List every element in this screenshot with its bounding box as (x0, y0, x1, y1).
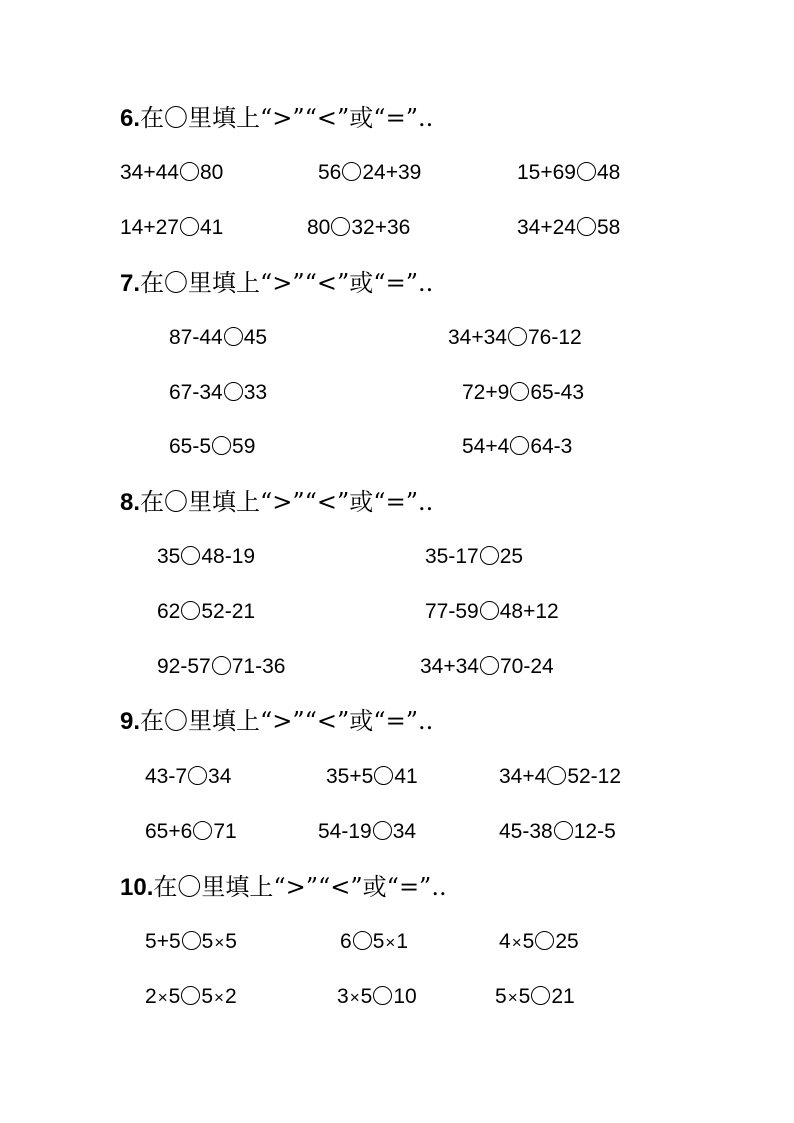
problem (462, 380, 584, 406)
problem (462, 434, 572, 460)
left-operand: 34+34 (420, 655, 479, 678)
left-factor: 5 (360, 985, 373, 1008)
answer-circle[interactable] (531, 986, 550, 1005)
multiply-sign: × (214, 933, 225, 952)
right-operand: 71-36 (231, 655, 286, 678)
right-operand: 71 (213, 820, 237, 843)
answer-circle[interactable] (510, 382, 529, 401)
right-operand: 34 (208, 765, 232, 788)
right-operand: 24+39 (362, 161, 422, 184)
right-operand: 58 (596, 216, 621, 239)
left-factor: 5 (168, 985, 181, 1008)
right-operand: 45 (243, 326, 268, 349)
right-factor: 5 (201, 985, 213, 1008)
answer-circle[interactable] (342, 162, 361, 181)
problem (145, 764, 231, 790)
right-operand: 25 (499, 545, 524, 568)
answer-circle[interactable] (193, 821, 212, 840)
answer-circle[interactable] (535, 931, 554, 950)
problem (157, 544, 255, 570)
right-operand: 59 (232, 435, 256, 458)
left-operand: 45-38 (499, 820, 553, 843)
problem (169, 380, 267, 406)
left-operand: 5+5 (145, 930, 181, 953)
problem (340, 929, 408, 955)
left-operand: 54-19 (318, 820, 372, 843)
right-operand: 48+12 (499, 600, 559, 623)
problem (499, 929, 579, 955)
problem (337, 984, 417, 1010)
left-operand: 67-34 (169, 381, 223, 404)
answer-circle[interactable] (212, 656, 231, 675)
section-instruction: 在〇里填上“>”“<”或“=”.. (140, 488, 434, 516)
section-number: 7. (120, 270, 141, 297)
section-number: 8. (120, 489, 141, 516)
left-operand: 35-17 (425, 545, 479, 568)
right-operand: 76-12 (527, 326, 582, 349)
left-operand: 34+4 (499, 765, 547, 788)
answer-circle[interactable] (508, 327, 527, 346)
section-number: 10. (120, 874, 154, 901)
problem (145, 984, 237, 1010)
problem (425, 544, 523, 570)
left-operand: 14+27 (120, 216, 179, 239)
answer-circle[interactable] (181, 601, 200, 620)
section-instruction: 在〇里填上“>”“<”或“=”.. (140, 269, 434, 297)
answer-circle[interactable] (212, 436, 231, 455)
problem (318, 819, 416, 845)
problem (499, 764, 621, 790)
problem (326, 764, 418, 790)
answer-circle[interactable] (182, 931, 201, 950)
answer-circle[interactable] (188, 766, 207, 785)
left-operand: 72+9 (462, 381, 510, 404)
problem (517, 215, 620, 241)
answer-circle[interactable] (224, 327, 243, 346)
problem (169, 325, 267, 351)
right-operand: 64-3 (530, 435, 573, 458)
right-factor: 2 (224, 985, 237, 1008)
left-factor: 3 (337, 985, 349, 1008)
section-instruction: 在〇里填上“>”“<”或“=”.. (153, 873, 447, 901)
section-instruction: 在〇里填上“>”“<”或“=”.. (140, 707, 434, 735)
answer-circle[interactable] (373, 821, 392, 840)
left-operand: 65+6 (145, 820, 193, 843)
left-operand: 65-5 (169, 435, 212, 458)
right-operand: 70-24 (499, 655, 554, 678)
right-operand: 65-43 (530, 381, 585, 404)
left-operand: 6 (340, 930, 352, 953)
answer-circle[interactable] (577, 162, 596, 181)
left-operand: 87-44 (169, 326, 223, 349)
right-operand: 52-12 (567, 765, 622, 788)
right-factor: 1 (396, 930, 408, 953)
left-operand: 15+69 (517, 161, 576, 184)
left-operand: 56 (318, 161, 342, 184)
answer-circle[interactable] (180, 217, 199, 236)
answer-circle[interactable] (353, 931, 372, 950)
multiply-sign: × (507, 988, 518, 1007)
problem (420, 654, 554, 680)
answer-circle[interactable] (331, 217, 350, 236)
right-operand: 41 (199, 216, 224, 239)
section-number: 6. (120, 105, 141, 132)
answer-circle[interactable] (547, 766, 566, 785)
section-8-heading (120, 485, 433, 519)
left-operand: 80 (307, 216, 331, 239)
right-factor: 5 (225, 930, 237, 953)
section-6-heading (120, 101, 433, 135)
left-factor: 5 (518, 985, 531, 1008)
right-operand: 21 (551, 985, 575, 1008)
problem (499, 819, 616, 845)
multiply-sign: × (511, 933, 522, 952)
answer-circle[interactable] (224, 382, 243, 401)
answer-circle[interactable] (510, 436, 529, 455)
left-operand: 62 (157, 600, 181, 623)
right-operand: 41 (394, 765, 418, 788)
answer-circle[interactable] (480, 601, 499, 620)
section-7-heading (120, 266, 433, 300)
right-operand: 32+36 (351, 216, 411, 239)
right-factor: 5 (372, 930, 385, 953)
right-operand: 25 (555, 930, 579, 953)
problem (495, 984, 575, 1010)
answer-circle[interactable] (181, 986, 200, 1005)
right-operand: 52-21 (201, 600, 256, 623)
answer-circle[interactable] (374, 766, 393, 785)
problem (318, 160, 421, 186)
left-factor: 5 (522, 930, 535, 953)
problem (307, 215, 410, 241)
right-operand: 10 (393, 985, 417, 1008)
multiply-sign: × (157, 988, 168, 1007)
left-operand: 54+4 (462, 435, 510, 458)
multiply-sign: × (214, 988, 224, 1007)
problem (145, 819, 237, 845)
left-operand: 35+5 (326, 765, 374, 788)
left-factor: 2 (145, 985, 157, 1008)
right-operand: 48-19 (201, 545, 256, 568)
left-operand: 77-59 (425, 600, 479, 623)
left-operand: 34+34 (448, 326, 507, 349)
right-operand: 48 (596, 161, 621, 184)
answer-circle[interactable] (554, 821, 573, 840)
answer-circle[interactable] (480, 546, 499, 565)
answer-circle[interactable] (180, 162, 199, 181)
multiply-sign: × (385, 933, 396, 952)
left-operand: 43-7 (145, 765, 188, 788)
answer-circle[interactable] (373, 986, 392, 1005)
answer-circle[interactable] (181, 546, 200, 565)
right-factor: 5 (201, 930, 214, 953)
problem (120, 215, 223, 241)
answer-circle[interactable] (480, 656, 499, 675)
right-operand: 34 (392, 820, 417, 843)
right-operand: 80 (199, 161, 224, 184)
problem (157, 599, 255, 625)
problem (120, 160, 223, 186)
answer-circle[interactable] (577, 217, 596, 236)
section-instruction: 在〇里填上“>”“<”或“=”.. (140, 104, 434, 132)
problem (169, 434, 255, 460)
problem (517, 160, 620, 186)
left-operand: 92-57 (157, 655, 211, 678)
multiply-sign: × (349, 988, 360, 1007)
left-operand: 35 (157, 545, 181, 568)
left-factor: 5 (495, 985, 507, 1008)
left-operand: 34+24 (517, 216, 576, 239)
section-10-heading (120, 870, 447, 904)
problem (145, 929, 237, 955)
section-number: 9. (120, 708, 141, 735)
left-factor: 4 (499, 930, 511, 953)
problem (425, 599, 559, 625)
section-9-heading (120, 704, 433, 738)
left-operand: 34+44 (120, 161, 179, 184)
right-operand: 33 (243, 381, 268, 404)
problem (157, 654, 285, 680)
problem (448, 325, 582, 351)
right-operand: 12-5 (573, 820, 616, 843)
